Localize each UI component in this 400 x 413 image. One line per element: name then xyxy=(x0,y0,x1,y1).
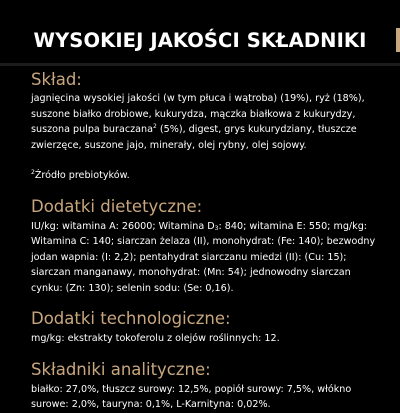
dietary-text-part-b: : 840; witamina E: 550; mg/kg: Witamina C: 140; siarczan żelaza (II), monohydrat: (Fe: 140); bezwodny jodan wapnia: (I: 2,2); pentahydrat siarczanu miedzi (II): (Cu: 15); siarczan manganawy, monohydrat: (Mn: 54); jednowodny siarczan cynku: (Zn: 130); selenin sodu: (Se: 0,16). xyxy=(31,220,376,294)
composition-heading: Skład: xyxy=(31,70,82,89)
analytical-constituents-text: białko: 27,0%, tłuszcz surowy: 12,5%, popiół surowy: 7,5%, włókno surowe: 2,0%, tauryna: 0,1%, L-Karnityna: 0,02%. xyxy=(31,383,352,410)
dietary-additives-heading: Dodatki dietetyczne: xyxy=(31,196,203,216)
technological-additives-text: mg/kg: ekstrakty tokoferolu z olejów roślinnych: 12. xyxy=(31,333,280,344)
footnote-text: Źródło prebiotyków. xyxy=(34,170,130,181)
analytical-constituents-section xyxy=(31,360,379,413)
composition-section xyxy=(31,70,379,184)
technological-additives-section xyxy=(31,309,379,347)
composition-text-part-a: jagnięcina wysokiej jakości (w tym płuca i wątroba) (19%), ryż (18%), suszone białko drobiowe, kukurydza, mączka białkowa z kukurydzy, suszona pulpa buraczana xyxy=(31,93,365,135)
footnote-number: 2 xyxy=(31,169,35,176)
composition-footnote-marker: 2 xyxy=(153,123,157,130)
ingredients-content xyxy=(31,70,379,413)
page-title: WYSOKIEJ JAKOŚCI SKŁADNIKI xyxy=(33,29,367,52)
composition-text xyxy=(31,91,379,153)
composition-text-part-b: (5%), digest, grys kukurydziany, tłuszcze zwierzęce, suszone jajo, minerały, olej rybny, olej sojowy. xyxy=(31,124,357,151)
analytical-constituents-heading: Składniki analityczne: xyxy=(31,359,211,379)
title-divider xyxy=(0,63,400,66)
technological-additives-heading: Dodatki technologiczne: xyxy=(31,309,231,328)
accent-tab xyxy=(396,28,400,52)
dietary-additives-section xyxy=(31,197,379,297)
prebiotic-footnote xyxy=(31,168,379,184)
dietary-additives-text xyxy=(31,219,379,297)
vitamin-d-subscript: 3 xyxy=(214,224,219,232)
dietary-text-part-a: IU/kg: witamina A: 26000; Witamina D xyxy=(31,220,215,232)
